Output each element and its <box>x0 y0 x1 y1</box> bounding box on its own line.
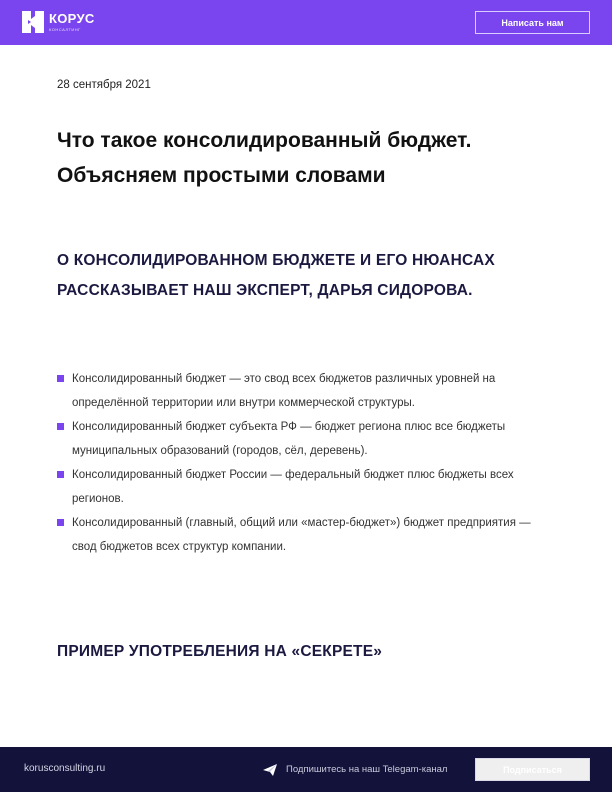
list-item-text: Консолидированный бюджет — это свод всех бюджетов различных уровней на определённой территории или внутри коммерческой структуры. <box>72 373 496 409</box>
logo-subtitle: КОНСАЛТИНГ <box>49 27 81 32</box>
section-heading: ПРИМЕР УПОТРЕБЛЕНИЯ НА «СЕКРЕТЕ» <box>57 643 383 660</box>
article-title: Что такое консолидированный бюджет. Объясняем простыми словами <box>57 129 472 187</box>
square-bullet-icon <box>57 423 64 430</box>
top-bar <box>0 0 612 45</box>
site-link[interactable]: korusconsulting.ru <box>24 763 106 774</box>
square-bullet-icon <box>57 471 64 478</box>
list-item <box>57 463 537 511</box>
list-item <box>57 415 537 463</box>
definition-list <box>57 367 537 559</box>
subscribe-button[interactable]: Подписаться <box>475 758 590 781</box>
square-bullet-icon <box>57 519 64 526</box>
publish-date: 28 сентября 2021 <box>57 79 151 91</box>
list-item-text: Консолидированный (главный, общий или «мастер-бюджет») бюджет предприятия — свод бюджетов всех структур компании. <box>72 517 531 553</box>
write-us-button[interactable]: Написать нам <box>475 11 590 34</box>
list-item <box>57 367 537 415</box>
list-item-text: Консолидированный бюджет субъекта РФ — бюджет региона плюс все бюджеты муниципальных образований (городов, сёл, деревень). <box>72 421 506 457</box>
list-item <box>57 511 537 559</box>
square-bullet-icon <box>57 375 64 382</box>
article-lead: О КОНСОЛИДИРОВАННОМ БЮДЖЕТЕ И ЕГО НЮАНСАХ РАССКАЗЫВАЕТ НАШ ЭКСПЕРТ, ДАРЬЯ СИДОРОВА. <box>57 252 495 299</box>
list-item-text: Консолидированный бюджет России — федеральный бюджет плюс бюджеты всех регионов. <box>72 469 514 505</box>
logo-name: КОРУС <box>49 11 95 26</box>
telegram-prompt: Подпишитесь на наш Telegam-канал <box>286 764 448 775</box>
korus-logo-icon <box>22 11 44 33</box>
paper-plane-icon <box>262 762 278 778</box>
korus-logo[interactable] <box>22 11 95 33</box>
footer-bar <box>0 747 612 792</box>
